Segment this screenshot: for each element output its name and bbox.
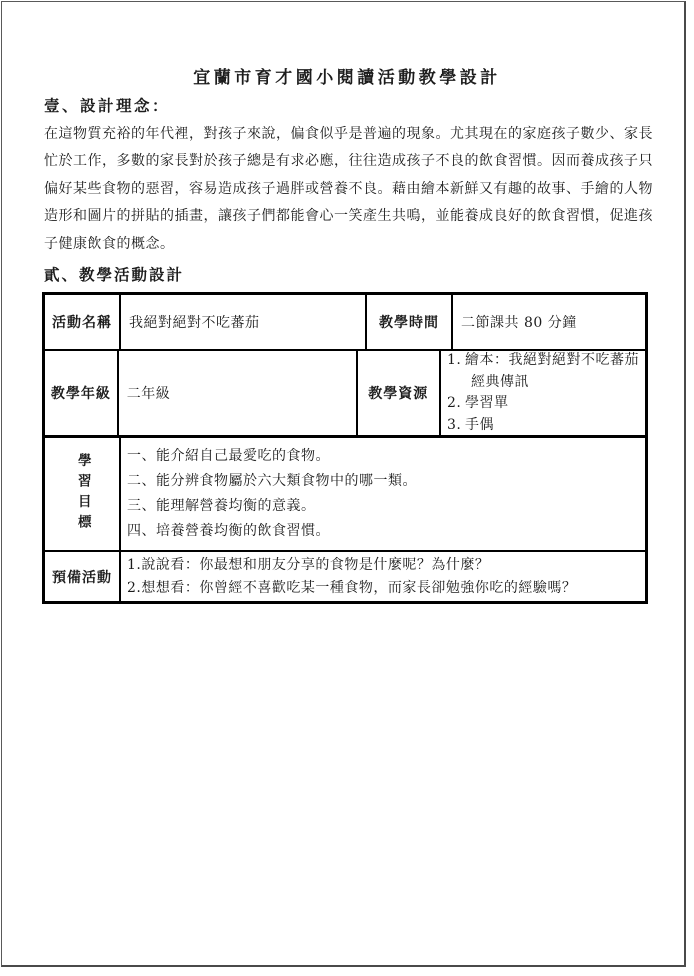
resource-item <box>447 415 639 437</box>
paragraph-line: 在這物質充裕的年代裡，對孩子來說，偏食似乎是普遍的現象。尤其現在的家庭孩子數少、家長 <box>44 126 653 142</box>
design-concept-paragraph <box>44 121 652 258</box>
activity-name-label: 活動名稱 <box>52 315 112 331</box>
teaching-resources-label: 教學資源 <box>356 351 439 435</box>
paragraph-line: 忙於工作，多數的家長對於孩子總是有求必應，往往造成孩子不良的飲食習慣。因而養成孩子只 <box>44 153 653 170</box>
resource-text: 繪本：我絕對絕對不吃蕃茄 <box>465 352 639 368</box>
learning-goals-label-text: 學習目標 <box>74 453 91 535</box>
resource-item <box>447 393 639 415</box>
teaching-time-value: 二節課共 80 分鐘 <box>451 295 645 349</box>
preparation-activity-list <box>119 552 645 601</box>
table-row-grade-resources <box>45 349 645 435</box>
prep-item: 2.想想看：你曾經不喜歡吃某一種食物，而家長卻勉強你吃的經驗嗎？ <box>127 579 577 596</box>
paragraph-line: 子健康飲食的概念。 <box>44 235 175 252</box>
goal-item: 三、能理解營養均衡的意義。 <box>127 498 316 514</box>
learning-goals-list <box>119 438 645 550</box>
resource-number: 1. <box>447 352 462 368</box>
resource-number: 2. <box>447 395 462 411</box>
teaching-grade-value: 二年級 <box>117 351 356 435</box>
resource-text: 學習單 <box>465 395 509 411</box>
paragraph-line: 偏好某些食物的惡習，容易造成孩子過胖或營養不良。藉由繪本新鮮又有趣的故事、手繪的人物 <box>44 180 653 197</box>
paragraph-line: 造形和圖片的拼貼的插畫，讓孩子們都能會心一笑產生共鳴，並能養成良好的飲食習慣，促進孩 <box>44 208 653 225</box>
resource-number: 3. <box>447 416 462 433</box>
teaching-grade-label: 教學年級 <box>50 386 111 402</box>
page-title: 宜蘭市育才國小閱讀活動教學設計 <box>193 68 501 88</box>
resource-item <box>447 350 639 372</box>
goal-item: 四、培養營養均衡的飲食習慣。 <box>127 523 330 539</box>
goal-item: 二、能分辨食物屬於六大類食物中的哪一類。 <box>127 473 417 489</box>
learning-goals-label <box>45 438 119 550</box>
table-row-activity-name <box>45 295 645 349</box>
preparation-activity-label: 預備活動 <box>52 569 112 586</box>
table-row-preparation-activity <box>45 550 645 601</box>
teaching-resources-list <box>439 351 645 435</box>
table-row-learning-goals <box>45 435 645 550</box>
resource-item-continuation <box>447 372 639 394</box>
goal-item: 一、能介紹自己最愛吃的食物。 <box>127 448 330 464</box>
activity-name-value: 我絕對絕對不吃蕃茄 <box>119 295 365 349</box>
teaching-time-label: 教學時間 <box>365 295 451 349</box>
prep-item: 1.說說看：你最想和朋友分享的食物是什麼呢？為什麼？ <box>127 557 490 573</box>
resource-text: 手偶 <box>465 416 494 433</box>
lesson-plan-table <box>42 292 648 604</box>
section-heading-design-concept: 壹、設計理念： <box>44 96 171 115</box>
section-heading-teaching-activity-design: 貳、教學活動設計 <box>44 265 185 284</box>
resource-text: 經典傳訊 <box>471 373 529 390</box>
